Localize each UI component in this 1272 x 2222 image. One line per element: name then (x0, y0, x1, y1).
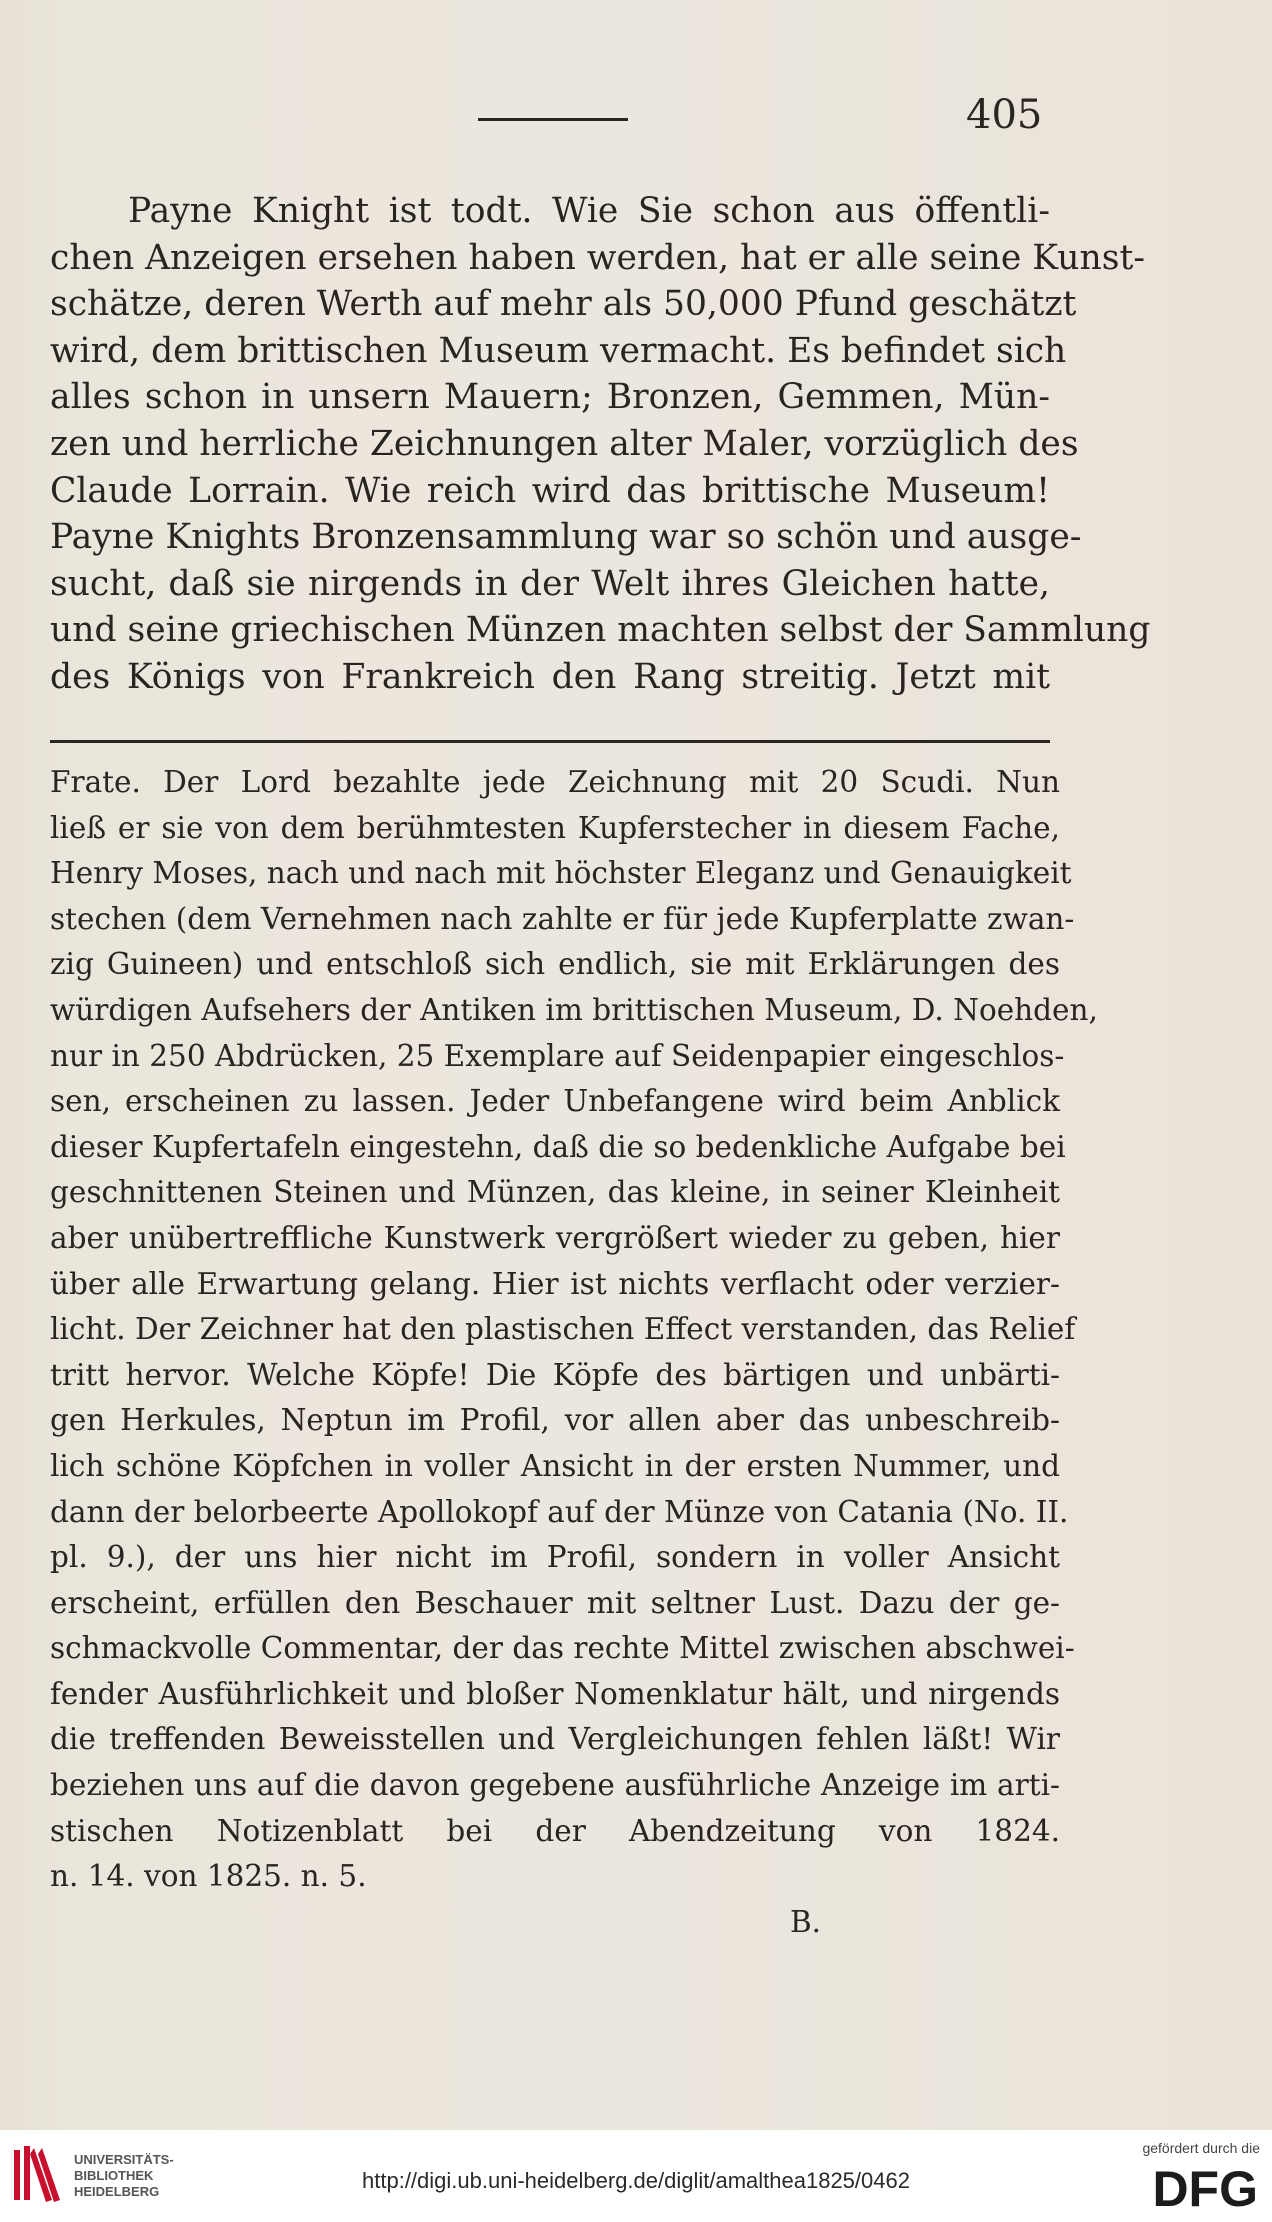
footnote-line: beziehen uns auf die davon gegebene ausführliche Anzeige im arti- (50, 1768, 1060, 1803)
footnote-line: gen Herkules, Neptun im Profil, vor allen aber das unbeschreib- (50, 1403, 1060, 1438)
main-line: zen und herrliche Zeichnungen alter Maler, vorzüglich des (50, 423, 1079, 464)
page-number: 405 (966, 92, 1043, 138)
footnote-text (50, 760, 1098, 1945)
footnote-line: aber unübertreffliche Kunstwerk vergrößert wieder zu geben, hier (50, 1220, 1060, 1255)
footer-bar (0, 2130, 1272, 2222)
main-line: alles schon in unsern Mauern; Bronzen, Gemmen, Mün- (50, 377, 1050, 418)
footnote-line: nur in 250 Abdrücken, 25 Exemplare auf Seidenpapier eingeschlos- (50, 1038, 1065, 1073)
footnote-line: Henry Moses, nach und nach mit höchster Eleganz und Genauigkeit (50, 856, 1072, 891)
footnote-line: stechen (dem Vernehmen nach zahlte er für jede Kupferplatte zwan- (50, 901, 1075, 936)
footnote-line: schmackvolle Commentar, der das rechte Mittel zwischen abschwei- (50, 1631, 1075, 1666)
header-rule (478, 118, 628, 121)
footnote-line: sen, erscheinen zu lassen. Jeder Unbefangene wird beim Anblick (50, 1084, 1060, 1119)
svg-text:DFG: DFG (1152, 2162, 1258, 2212)
library-name-line: HEIDELBERG (74, 2184, 160, 2199)
main-line: des Königs von Frankreich den Rang streitig. Jetzt mit (50, 656, 1050, 697)
footnote-line: pl. 9.), der uns hier nicht im Profil, sondern in voller Ansicht (50, 1540, 1060, 1575)
library-name-line: BIBLIOTHEK (74, 2168, 154, 2183)
library-name-line: UNIVERSITÄTS- (74, 2152, 174, 2167)
footnote-line: Frate. Der Lord bezahlte jede Zeichnung mit 20 Scudi. Nun (50, 765, 1060, 799)
main-line: wird, dem brittischen Museum vermacht. Es befindet sich (50, 330, 1067, 371)
main-line: schätze, deren Werth auf mehr als 50,000 Pfund geschätzt (50, 284, 1077, 325)
footnote-line: ließ er sie von dem berühmtesten Kupferstecher in diesem Fache, (50, 810, 1060, 845)
main-text (50, 188, 1151, 701)
footnote-line: geschnittenen Steinen und Münzen, das kleine, in seiner Kleinheit (50, 1175, 1060, 1210)
main-line: chen Anzeigen ersehen haben werden, hat er alle seine Kunst- (50, 237, 1145, 278)
footnote-line: würdigen Aufsehers der Antiken im brittischen Museum, D. Noehden, (50, 992, 1098, 1027)
footnote-line: lich schöne Köpfchen in voller Ansicht in der ersten Nummer, und (50, 1448, 1060, 1483)
footnote-line: tritt hervor. Welche Köpfe! Die Köpfe des bärtigen und unbärti- (50, 1357, 1060, 1392)
footnote-line: die treffenden Beweisstellen und Vergleichungen fehlen läßt! Wir (50, 1722, 1060, 1757)
footnote-line: stischen Notizenblatt bei der Abendzeitung von 1824. (50, 1813, 1060, 1848)
footnote-separator (50, 740, 1050, 743)
main-line: Claude Lorrain. Wie reich wird das brittische Museum! (50, 470, 1050, 511)
footnote-line: dann der belorbeerte Apollokopf auf der Münze von Catania (No. II. (50, 1494, 1069, 1529)
footnote-line: erscheint, erfüllen den Beschauer mit seltner Lust. Dazu der ge- (50, 1585, 1060, 1620)
footnote-line: dieser Kupfertafeln eingestehn, daß die so bedenkliche Aufgabe bei (50, 1129, 1066, 1164)
footnote-line: zig Guineen) und entschloß sich endlich, sie mit Erklärungen des (50, 947, 1060, 982)
dfg-logo[interactable] (1120, 2140, 1260, 2216)
source-url[interactable]: http://digi.ub.uni-heidelberg.de/diglit/amalthea1825/0462 (362, 2168, 910, 2193)
main-line: sucht, daß sie nirgends in der Welt ihres Gleichen hatte, (50, 563, 1050, 604)
funded-by-label: gefördert durch die (1142, 2140, 1260, 2156)
dfg-logo-icon (1130, 2162, 1260, 2212)
footnote-line: licht. Der Zeichner hat den plastischen Effect verstanden, das Relief (50, 1312, 1076, 1347)
main-line: Payne Knight ist todt. Wie Sie schon aus öffentli- (128, 191, 1050, 231)
main-line: und seine griechischen Münzen machten selbst der Sammlung (50, 610, 1151, 651)
footnote-line: fender Ausführlichkeit und bloßer Nomenklatur hält, und nirgends (50, 1676, 1060, 1711)
signature: B. (790, 1904, 822, 1939)
main-line: Payne Knights Bronzensammlung war so schön und ausge- (50, 517, 1082, 558)
footnote-line: n. 14. von 1825. n. 5. (50, 1859, 367, 1894)
footnote-line: über alle Erwartung gelang. Hier ist nichts verflacht oder verzier- (50, 1266, 1060, 1301)
